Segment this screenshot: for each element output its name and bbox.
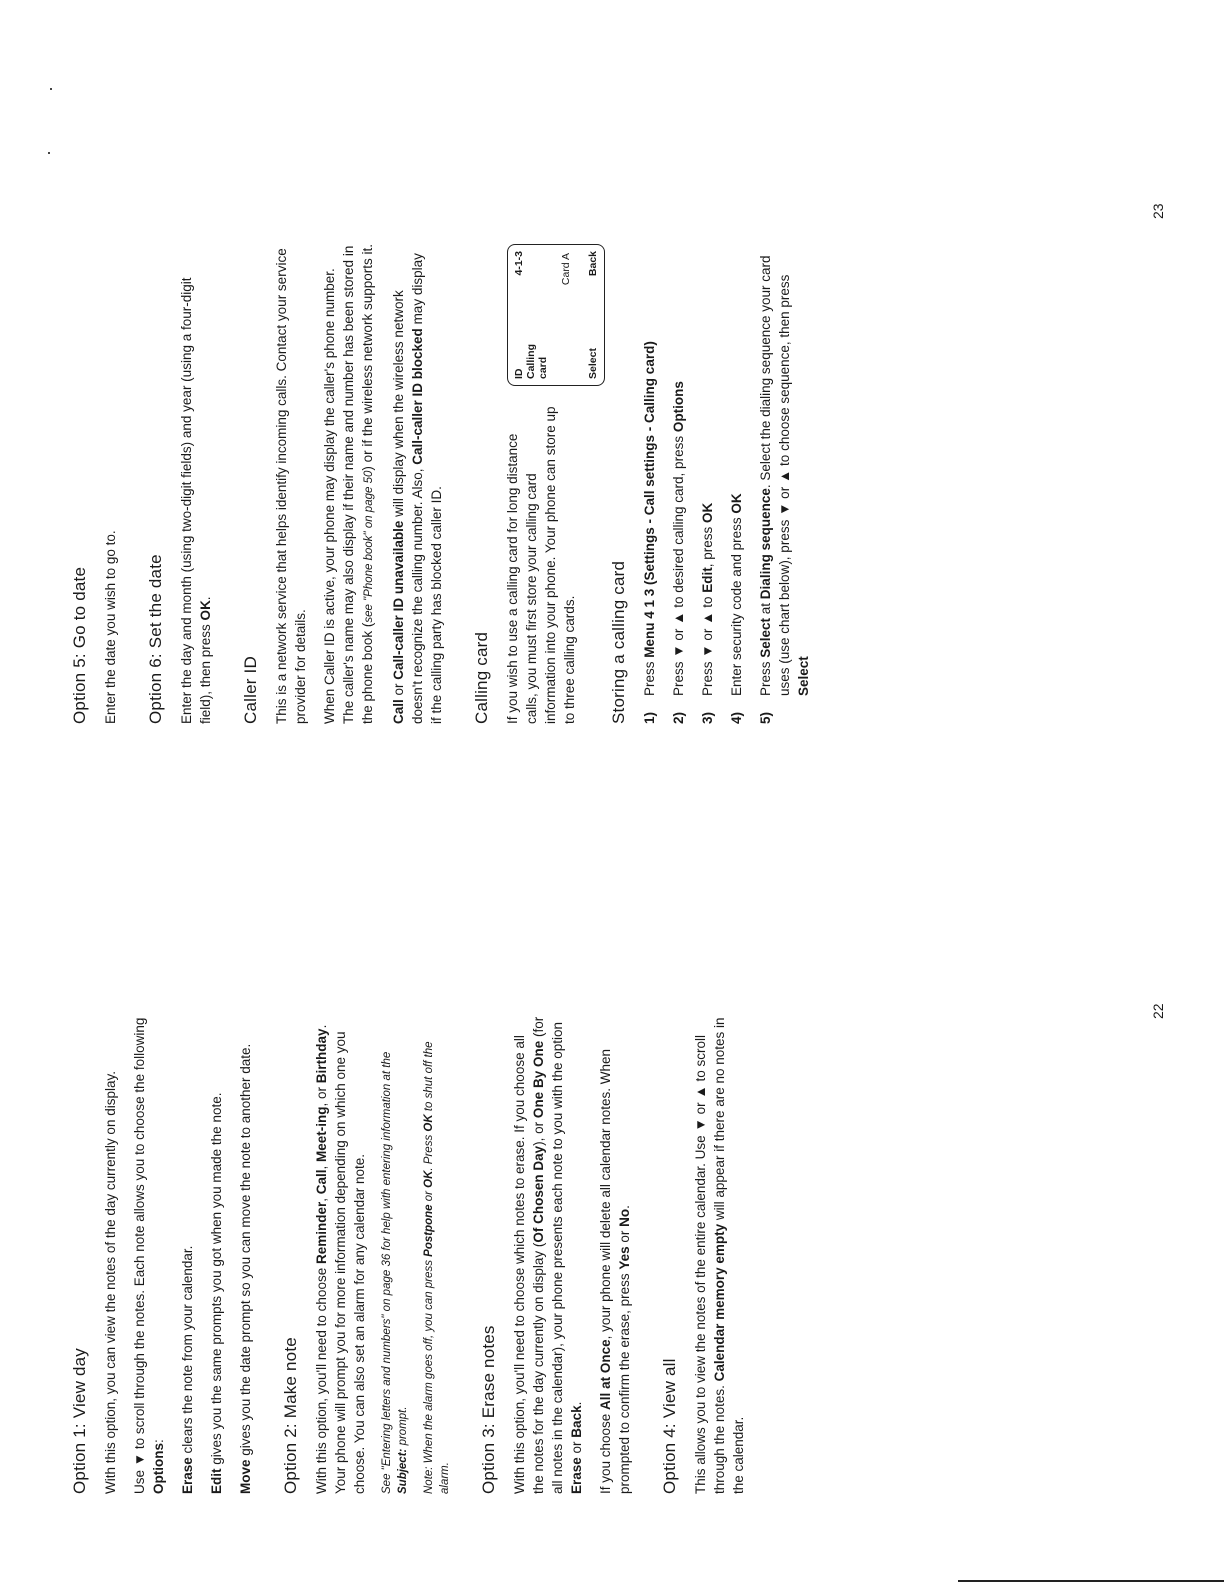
- down-arrow-icon: ▼: [693, 1118, 708, 1132]
- calling-card-title: Calling card: [472, 631, 491, 724]
- caller-id-title: Caller ID: [241, 656, 260, 724]
- screen-select-softkey: Select: [587, 348, 599, 379]
- option1-title: Option 1: View day: [70, 1348, 89, 1494]
- option4-title: Option 4: View all: [660, 1358, 679, 1494]
- option1-intro: With this option, you can view the notes of the day currently on display.: [103, 1071, 118, 1494]
- screen-calling-card-label: Calling card: [525, 343, 549, 379]
- option6-title: Option 6: Set the date: [146, 554, 165, 724]
- option1-scroll: Use ▼ to scroll through the notes. Each note allows you to choose the following Options:: [132, 1017, 166, 1494]
- right-page: [70, 244, 823, 724]
- list-item: 2) Press ▼ or ▲ to desired calling card, press Options: [671, 381, 686, 724]
- up-arrow-icon: ▲: [693, 1085, 708, 1099]
- option4-intro: This allows you to view the notes of the entire calendar. Use ▼ or ▲ to scroll through the notes. Calendar memory empty will appear if there are no notes in the calendar.: [693, 1017, 746, 1494]
- storing-title: Storing a calling card: [609, 560, 628, 724]
- option1-move: Move gives you the date prompt so you can move the note to another date.: [238, 1043, 253, 1494]
- option1-edit: Edit gives you the same prompts you got when you made the note.: [209, 1092, 224, 1494]
- screen-id-label: ID: [513, 368, 525, 379]
- caller-id-unavailable: Call or Call-caller ID unavailable will display when the wireless network doesn't recognize the calling number. Also, Call-caller ID blocked may display if the calling party has blocked caller ID.: [391, 253, 444, 724]
- option5-title: Option 5: Go to date: [70, 566, 89, 724]
- option2-title: Option 2: Make note: [281, 1337, 300, 1494]
- screen-back-softkey: Back: [587, 251, 599, 277]
- list-item: 3) Press ▼ or ▲ to Edit, press OK: [700, 502, 715, 724]
- storing-steps: [640, 244, 813, 724]
- option6-text: Enter the day and month (using two-digit fields) and year (using a four-digit field), then press OK.: [179, 277, 213, 724]
- option2-intro: With this option, you'll need to choose Reminder, Call, Meet-ing, or Birthday. Your phone will prompt you for more information depending on which one you choose. You can also set an alarm for any calendar note.: [314, 1024, 367, 1494]
- option3-intro: With this option, you'll need to choose which notes to erase. If you choose all the notes for the day currently on display (Of Chosen Day), or One By One (for all notes in the calendar), your phone presents each note to you with the option Erase or Back.: [512, 1016, 584, 1494]
- scan-speck: [50, 88, 52, 90]
- option2-note-alarm: Note: When the alarm goes off, you can press Postpone or OK. Press OK to shut off the alarm.: [423, 1041, 451, 1494]
- left-page: [70, 1014, 758, 1494]
- option3-all-at-once: If you choose All at Once, your phone will delete all calendar notes. When prompted to confirm the erase, press Yes or No.: [598, 1048, 632, 1494]
- list-item: 5) Press Select at Dialing sequence. Select the dialing sequence your card uses (use chart below), press ▼ or ▲ to choose sequence, then press Select: [758, 255, 811, 724]
- scan-speck: [48, 152, 50, 154]
- page-number-22: 22: [1150, 1003, 1166, 1019]
- caller-id-intro: This is a network service that helps identify incoming calls. Contact your service provider for details.: [274, 248, 308, 724]
- down-arrow-icon: ▼: [132, 1452, 147, 1467]
- list-item: 1) Press Menu 4 1 3 (Settings - Call settings - Calling card): [642, 341, 657, 724]
- option1-erase: Erase clears the note from your calendar.: [180, 1245, 195, 1494]
- screen-card-a: Card A: [560, 253, 572, 286]
- calling-card-intro: If you wish to use a calling card for long distance calls, you must first store your calling card information into your phone. Your phone can store up to three calling cards.: [505, 406, 577, 724]
- page-number-23: 23: [1150, 203, 1166, 219]
- caller-id-active: When Caller ID is active, your phone may display the caller's phone number. The caller's name may also display if their name and number has been stored in the phone book (see "Phone book" on page 50) or if the wireless network supports it.: [322, 244, 375, 724]
- calling-card-block: [503, 244, 599, 724]
- option3-title: Option 3: Erase notes: [479, 1325, 498, 1494]
- phone-screen-illustration: [507, 244, 605, 386]
- option5-text: Enter the date you wish to go to.: [103, 530, 118, 724]
- page-edge-rule: [958, 1580, 1224, 1582]
- screen-menu-number: 4-1-3: [513, 251, 525, 276]
- option2-note-entering: See "Entering letters and numbers" on page 36 for help with entering information at the Subject: prompt.: [381, 1051, 409, 1494]
- list-item: 4) Enter security code and press OK: [729, 493, 744, 724]
